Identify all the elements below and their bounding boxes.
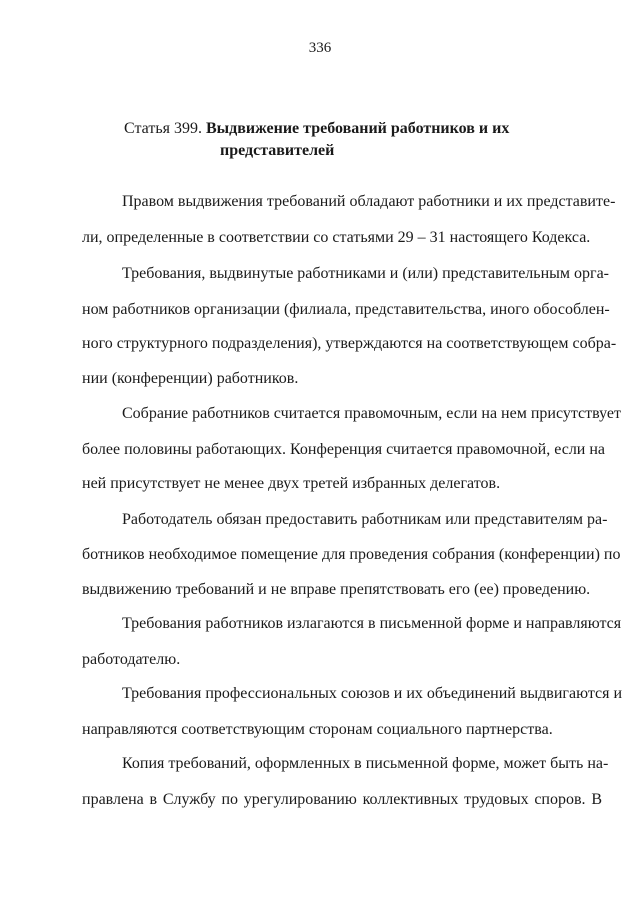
article-label: Статья 399. xyxy=(124,120,202,137)
paragraph-1-line-1: Правом выдвижения требований обладают работники и их представите- xyxy=(122,193,616,210)
paragraph-3-line-1: Собрание работников считается правомочным, если на нем присутствует xyxy=(122,405,622,422)
paragraph-2-line-2: ном работников организации (филиала, представительства, иного обособлен- xyxy=(82,301,610,318)
page-number: 336 xyxy=(308,40,332,56)
paragraph-7-line-2: правлена в Службу по урегулированию коллективных трудовых споров. В xyxy=(82,791,602,808)
paragraph-7-line-1: Копия требований, оформленных в письменной форме, может быть на- xyxy=(122,755,609,772)
article-title-line2: представителей xyxy=(220,142,335,159)
article-title-line1: Выдвижение требований работников и их xyxy=(205,120,510,137)
paragraph-2-line-4: нии (конференции) работников. xyxy=(82,370,299,387)
paragraph-2-line-3: ного структурного подразделения), утверждаются на соответствующем собра- xyxy=(82,335,617,352)
paragraph-1-line-2: ли, определенные в соответствии со статьями 29 – 31 настоящего Кодекса. xyxy=(82,229,591,246)
paragraph-4-line-3: выдвижению требований и не вправе препятствовать его (ее) проведению. xyxy=(82,581,591,598)
paragraph-3-line-2: более половины работающих. Конференция считается правомочной, если на xyxy=(82,441,606,458)
paragraph-6-line-1: Требования профессиональных союзов и их объединений выдвигаются и xyxy=(122,685,623,702)
article-heading xyxy=(124,118,604,162)
paragraph-5-line-2: работодателю. xyxy=(82,651,181,668)
paragraph-2-line-1: Требования, выдвинутые работниками и (или) представительным орга- xyxy=(122,265,610,282)
paragraph-6-line-2: направляются соответствующим сторонам социального партнерства. xyxy=(82,721,553,738)
paragraph-3-line-3: ней присутствует не менее двух третей избранных делегатов. xyxy=(82,475,501,492)
paragraph-4-line-1: Работодатель обязан предоставить работникам или представителям ра- xyxy=(122,511,608,528)
paragraph-4-line-2: ботников необходимое помещение для проведения собрания (конференции) по xyxy=(82,546,621,563)
paragraph-5-line-1: Требования работников излагаются в письменной форме и направляются xyxy=(122,615,622,632)
